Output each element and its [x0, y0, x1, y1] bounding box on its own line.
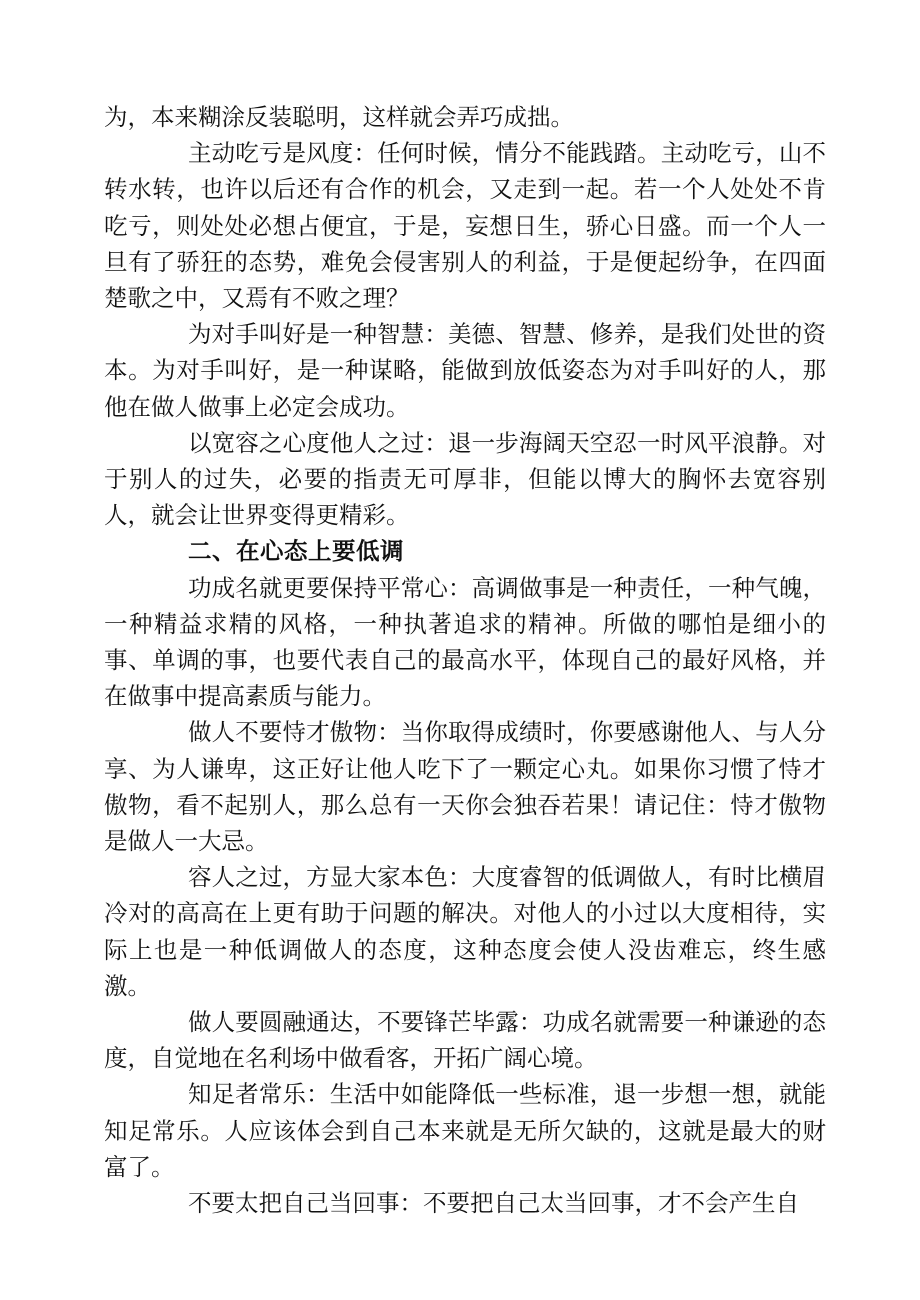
paragraph-forgive-faults: 容人之过，方显大家本色：大度睿智的低调做人，有时比横眉冷对的高高在上更有助于问题的解决。对他人的小过以大度相待，实际上也是一种低调做人的态度，这种态度会使人没齿难忘，终生感激。	[104, 863, 826, 1000]
paragraph-no-arrogance: 做人不要恃才傲物：当你取得成绩时，你要感谢他人、与人分享、为人谦卑，这正好让他人吃下了一颗定心丸。如果你习惯了恃才傲物，看不起别人，那么总有一天你会独吞若果！请记住：恃才傲物是做人一大忌。	[104, 718, 826, 856]
paragraph-be-flexible: 做人要圆融通达，不要锋芒毕露：功成名就需要一种谦逊的态度，自觉地在名利场中做看客，开拓广阔心境。	[104, 1008, 826, 1073]
paragraph-continuation: 为，本来糊涂反装聪明，这样就会弄巧成拙。	[104, 103, 574, 131]
paragraph-contentment: 知足者常乐：生活中如能降低一些标准，退一步想一想，就能知足常乐。人应该体会到自己本来就是无所欠缺的，这就是最大的财富了。	[104, 1080, 826, 1181]
paragraph-tolerance: 以宽容之心度他人之过：退一步海阔天空忍一时风平浪静。对于别人的过失，必要的指责无可厚非，但能以博大的胸怀去宽容别人，就会让世界变得更精彩。	[104, 428, 826, 530]
paragraph-active-loss: 主动吃亏是风度：任何时候，情分不能践踏。主动吃亏，山不转水转，也许以后还有合作的机会，又走到一起。若一个人处处不肯吃亏，则处处必想占便宜，于是，妄想日生，骄心日盛。而一个人一旦有了骄狂的态势，难免会侵害别人的利益，于是便起纷争，在四面楚歌之中，又焉有不败之理？	[104, 139, 826, 313]
section-heading: 二、在心态上要低调	[188, 537, 404, 566]
paragraph-ordinary-mind: 功成名就更要保持平常心：高调做事是一种责任，一种气魄，一种精益求精的风格，一种执著追求的精神。所做的哪怕是细小的事、单调的事，也要代表自己的最高水平，体现自己的最好风格，并在做事中提高素质与能力。	[104, 573, 826, 711]
document-page	[104, 99, 826, 1221]
paragraph-humility: 不要太把自己当回事：不要把自己太当回事，才不会产生自	[188, 1189, 799, 1218]
paragraph-praise-rival: 为对手叫好是一种智慧：美德、智慧、修养，是我们处世的资本。为对手叫好，是一种谋略，能做到放低姿态为对手叫好的人，那他在做人做事上必定会成功。	[104, 320, 826, 421]
